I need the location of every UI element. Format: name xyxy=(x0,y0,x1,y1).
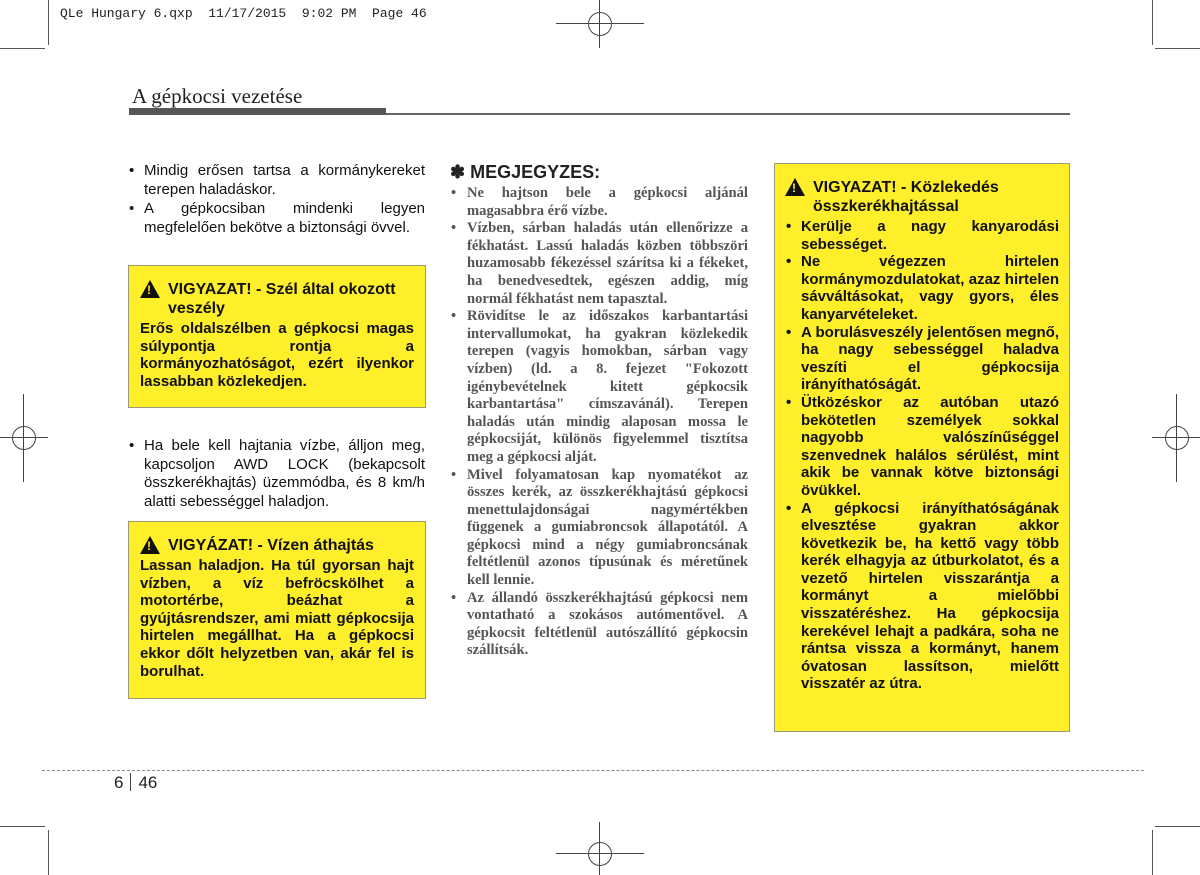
warning-box-water xyxy=(128,521,426,699)
list-item: • Ha bele kell hajtania vízbe, álljon meg, kapcsoljon AWD LOCK (bekapcsolt összkerékhajtás) üzemmódba, és 8 km/h alatti sebességgel haladjon. xyxy=(144,437,425,511)
chapter-title: A gépkocsi vezetése xyxy=(132,84,303,108)
warning-heading xyxy=(140,280,414,318)
warning-subtitle: - Szél által okozott veszély xyxy=(168,281,396,317)
list-item: • A gépkocsiban mindenki legyen megfelelően bekötve a biztonsági övvel. xyxy=(144,200,425,237)
crop-mark xyxy=(1152,0,1153,45)
warning-triangle-icon xyxy=(140,536,160,554)
page-number-value: 46 xyxy=(138,773,158,792)
warning-label: VIGYAZAT! xyxy=(168,281,252,298)
warning-subtitle: - Vízen áthajtás xyxy=(253,537,374,554)
crop-mark xyxy=(0,48,45,49)
chapter-number: 6 xyxy=(114,773,124,792)
crop-mark xyxy=(1155,48,1200,49)
warning-heading xyxy=(140,536,414,555)
warning-body: Lassan haladjon. Ha túl gyorsan hajt vízben, a víz befröcskölhet a motortérbe, beázhat a gyújtásrendszer, ami miatt gépkocsija hirtelen megállhat. Ha a gépkocsi ekkor dőlt helyzetben van, akár fel is borulhat. xyxy=(140,557,414,680)
note-list xyxy=(450,185,748,660)
warning-heading xyxy=(785,178,1059,216)
title-rule xyxy=(386,113,1070,115)
print-slug: QLe Hungary 6.qxp 11/17/2015 9:02 PM Page 46 xyxy=(60,6,427,21)
crop-mark xyxy=(48,0,49,45)
list-item: • A borulásveszély jelentősen megnő, ha nagy sebességgel haladva veszíti el gépkocsija irányíthatóságát. xyxy=(801,324,1059,394)
crop-mark xyxy=(0,826,45,827)
title-bar xyxy=(129,108,386,115)
list-item: • Az állandó összkerékhajtású gépkocsi nem vontatható a szokásos autómentővel. A gépkocsit feltétlenül autószállító gépkocsin szállítsák. xyxy=(467,590,748,660)
list-item: • Kerülje a nagy kanyarodási sebességet. xyxy=(801,218,1059,253)
list-item: • Ütközéskor az autóban utazó bekötetlen személyek sokkal nagyobb valószínűséggel szenvednek halálos sérülést, mint akik be vannak kötve biztonsági övükkel. xyxy=(801,394,1059,500)
warning-label: VIGYÁZAT! xyxy=(168,537,254,554)
left-bullets-top xyxy=(128,162,425,238)
list-item: • Mindig erősen tartsa a kormánykereket terepen haladáskor. xyxy=(144,162,425,199)
list-item: • A gépkocsi irányíthatóságának elvesztése gyakran akkor következik be, ha kettő vagy több kerék elhagyja az útburkolatot, és a vezető hirtelen visszarántja a kormányt a mielőbbi visszatéréshez. Ha gépkocsija kerekével lehajt a padkára, soha ne rántsa vissza a kormányt, hanem óvatosan lassítson, mielőtt visszatér az útra. xyxy=(801,500,1059,694)
warning-body: Erős oldalszélben a gépkocsi magas súlypontja rontja a kormányozhatóságot, ezért ilyenkor lassabban közlekedjen. xyxy=(140,320,414,390)
warning-box-awd xyxy=(774,163,1070,732)
note-heading: ✽ MEGJEGYZES: xyxy=(450,162,601,182)
footer-rule xyxy=(42,770,1144,771)
warning-list xyxy=(785,218,1059,693)
warning-box-wind xyxy=(128,265,426,408)
list-item: • Mivel folyamatosan kap nyomatékot az összes kerék, az összkerékhajtású gépkocsi menettulajdonságai nagymértékben függenek a gumiabroncsok állapotától. A gépkocsi mind a négy gumiabroncsának feltétlenül azonos típusúnak és méretűnek kell lennie. xyxy=(467,467,748,590)
page-number xyxy=(114,773,157,793)
crop-mark xyxy=(1152,830,1153,875)
crop-mark xyxy=(1155,826,1200,827)
warning-subtitle: - Közlekedés összkerékhajtással xyxy=(813,179,999,215)
list-item: • Ne végezzen hirtelen kormánymozdulatokat, azaz hirtelen sávváltásokat, vagy gyors, éles kanyarvételeket. xyxy=(801,253,1059,323)
crop-mark xyxy=(48,830,49,875)
list-item: • Rövidítse le az időszakos karbantartási intervallumokat, ha gyakran közlekedik terepen (vagyis homokban, sárban vagy vízben) (ld. a 8. fejezet "Fokozott igénybevételnek kitett gépkocsik karbantartása" címszavánál). Terepen haladás után mindig alaposan mossa le gépkocsiját, különös figyelemmel tisztítsa meg a gépkocsi alját. xyxy=(467,308,748,466)
list-item: • Ne hajtson bele a gépkocsi aljánál magasabbra érő vízbe. xyxy=(467,185,748,220)
warning-label: VIGYAZAT! xyxy=(813,179,897,196)
left-bullets-mid xyxy=(128,437,425,512)
warning-triangle-icon xyxy=(785,178,805,196)
list-item: • Vízben, sárban haladás után ellenőrizze a fékhatást. Lassú haladás közben többszöri huzamosabb fékezéssel szárítsa ki a fékeket, ha benedvesedtek, egészen addig, míg normál fékhatást nem tapasztal. xyxy=(467,220,748,308)
warning-triangle-icon xyxy=(140,280,160,298)
page-number-separator xyxy=(130,773,131,791)
